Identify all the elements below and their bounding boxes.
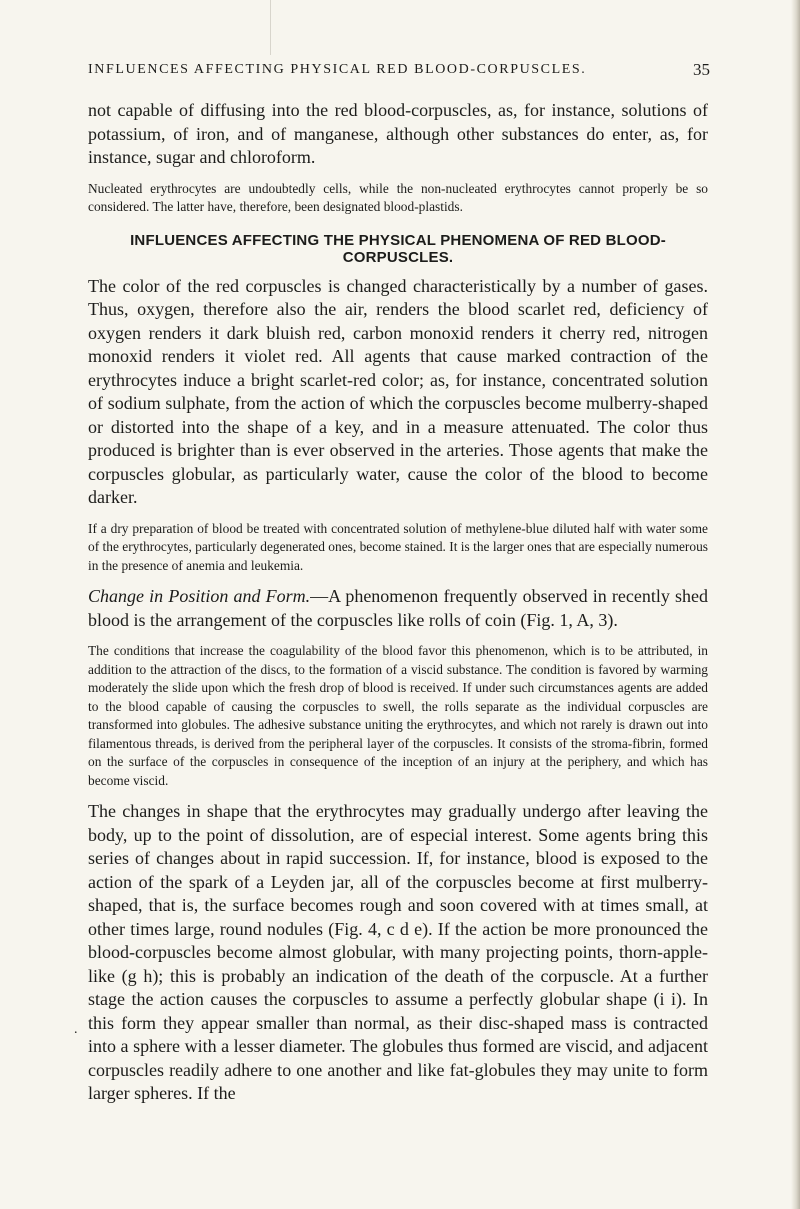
note-methylene-blue: If a dry preparation of blood be treated with concentrated solution of methylene-blue diluted half with water some of the erythrocytes, particularly degenerated ones, become stained. It is the larger ones that are especially numerous in the presence of anemia and leukemia.: [88, 520, 708, 573]
running-title: INFLUENCES AFFECTING PHYSICAL RED BLOOD-CORPUSCLES.: [88, 62, 587, 77]
running-header: [88, 62, 710, 78]
subsection-text: —A phenomenon frequently observed in recently shed blood is the arrangement of the corpuscles like rolls of coin (Fig. 1, A, 3).: [88, 586, 709, 630]
paragraph-position-form: [88, 585, 708, 632]
section-heading: INFLUENCES AFFECTING THE PHYSICAL PHENOMENA OF RED BLOOD-CORPUSCLES.: [130, 231, 666, 266]
paragraph-color-gases: The color of the red corpuscles is changed characteristically by a number of gases. Thus, oxygen, therefore also the air, renders the blood scarlet red, deficiency of oxygen renders it dark bluish red, carbon monoxid renders it cherry red, nitrogen monoxid renders it violet red. All agents that cause marked contraction of the erythrocytes induce a bright scarlet-red color; as, for instance, concentrated solution of sodium sulphate, from the action of which the corpuscles become mulberry-shaped or distorted into the shape of a key, and in a measure attenuated. The color thus produced is brighter than is ever observed in the arteries. Those agents that make the corpuscles globular, as particularly water, cause the color of the blood to become darker.: [88, 275, 708, 507]
page-crease: [270, 0, 271, 55]
paragraph-diffusion: not capable of diffusing into the red blood-corpuscles, as, for instance, solutions of potassium, of iron, and of manganese, although other substances do enter, as, for instance, sugar and chloroform.: [88, 100, 708, 167]
page-edge-shadow: [791, 0, 800, 1209]
note-coagulability: The conditions that increase the coagulability of the blood favor this phenomenon, which is to be attributed, in addition to the attraction of the discs, to the formation of a viscid substance. The condition is favored by warming moderately the slide upon which the fresh drop of blood is received. If under such circumstances agents are added to the blood capable of causing the corpuscles to swell, the rolls separate as the individual corpuscles are transformed into globules. The adhesive substance uniting the erythrocytes, and which not rarely is drawn out into filamentous threads, is derived from the peripheral layer of the corpuscles. It consists of the stroma-fibrin, formed on the surface of the corpuscles in consequence of the inception of an injury at the periphery, and which has become viscid.: [88, 643, 708, 788]
subsection-title: Change in Position and Form.: [88, 586, 311, 606]
paragraph-shape-changes: The changes in shape that the erythrocytes may gradually undergo after leaving the body, up to the point of dissolution, are of especial interest. Some agents bring this series of changes about in rapid succession. If, for instance, blood is exposed to the action of the spark of a Leyden jar, all of the corpuscles become at first mulberry-shaped, that is, the surface becomes rough and soon covered with at times small, at other times large, round nodules (Fig. 4, c d e). If the action be more pronounced the blood-corpuscles become almost globular, with many projecting points, thorn-apple-like (g h); this is probably an indication of the death of the corpuscle. At a further stage the action causes the corpuscles to assume a perfectly globular shape (i i). In this form they appear smaller than normal, as their disc-shaped mass is contracted into a sphere with a lesser diameter. The globules thus formed are viscid, and adjacent corpuscles readily adhere to one another and like fat-globules they may unite to form larger spheres. If the: [88, 801, 708, 1103]
page-body: [88, 99, 708, 1106]
page-number: 35: [693, 60, 710, 79]
note-nucleated-erythrocytes: Nucleated erythrocytes are undoubtedly cells, while the non-nucleated erythrocytes cannot properly be so considered. The latter have, therefore, been designated blood-plastids.: [88, 180, 708, 214]
margin-bullet: .: [74, 1022, 78, 1037]
